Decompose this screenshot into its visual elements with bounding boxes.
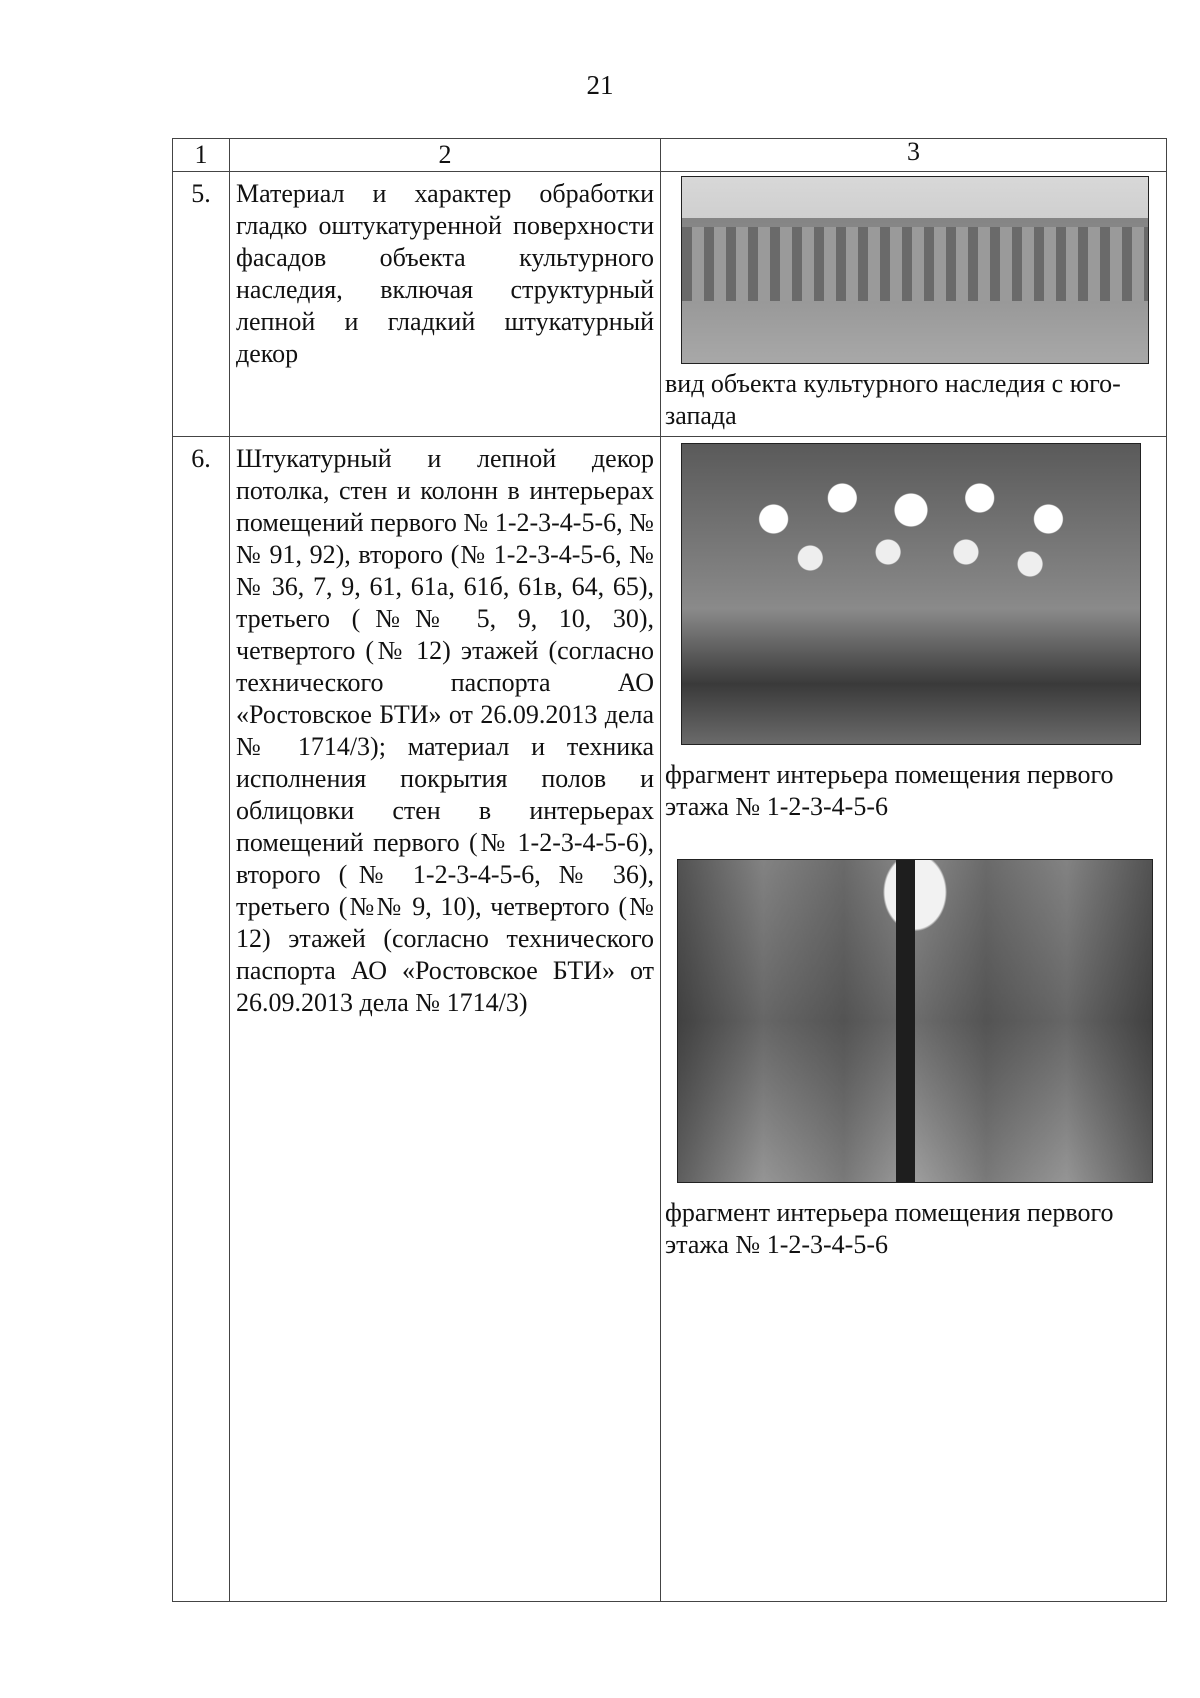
row-photos [661,172,1167,437]
row-number: 6. [173,437,230,1602]
row-description [230,172,661,437]
column-header-2: 2 [230,139,661,172]
description-text: Материал и характер обработки гладко оштукатуренной поверхности фасадов объекта культурного наследия, включая структурный лепной и гладкий штукатурный декор [236,179,654,368]
table-row [173,172,1167,437]
column-header-1: 1 [173,139,230,172]
interior-corridor-photo [677,859,1153,1183]
facade-photo [681,176,1149,364]
photo-caption: фрагмент интерьера помещения первого этажа № 1-2-3-4-5-6 [665,760,1114,821]
row-photos [661,437,1167,1602]
column-header-3: 3 [661,139,1167,172]
row-description [230,437,661,1602]
page-number: 21 [586,70,614,100]
photo-caption: фрагмент интерьера помещения первого этажа № 1-2-3-4-5-6 [665,1198,1114,1259]
row-number: 5. [173,172,230,437]
photo-caption: вид объекта культурного наследия с юго-запада [665,369,1121,430]
table-row [173,437,1167,1602]
monument-features-table [172,138,1167,1602]
description-text: Штукатурный и лепной декор потолка, стен и колонн в интерьерах помещений первого № 1-2-3-4-5-6, №№ 91, 92), второго (№ 1-2-3-4-5-6, №№ 36, 7, 9, 61, 61а, 61б, 61в, 64, 65), третьего (№№ 5, 9, 10, 30), четвертого (№ 12) этажей (согласно технического паспорта АО «Ростовское БТИ» от 26.09.2013 дела № 1714/3); материал и техника исполнения покрытия полов и облицовки стен в интерьерах помещений первого (№ 1-2-3-4-5-6), второго (№ 1-2-3-4-5-6, № 36), третьего (№№ 9, 10), четвертого (№ 12) этажей (согласно технического паспорта АО «Ростовское БТИ» от 26.09.2013 дела № 1714/3) [236,444,654,1017]
table-header-row [173,139,1167,172]
interior-hall-photo [681,443,1141,745]
